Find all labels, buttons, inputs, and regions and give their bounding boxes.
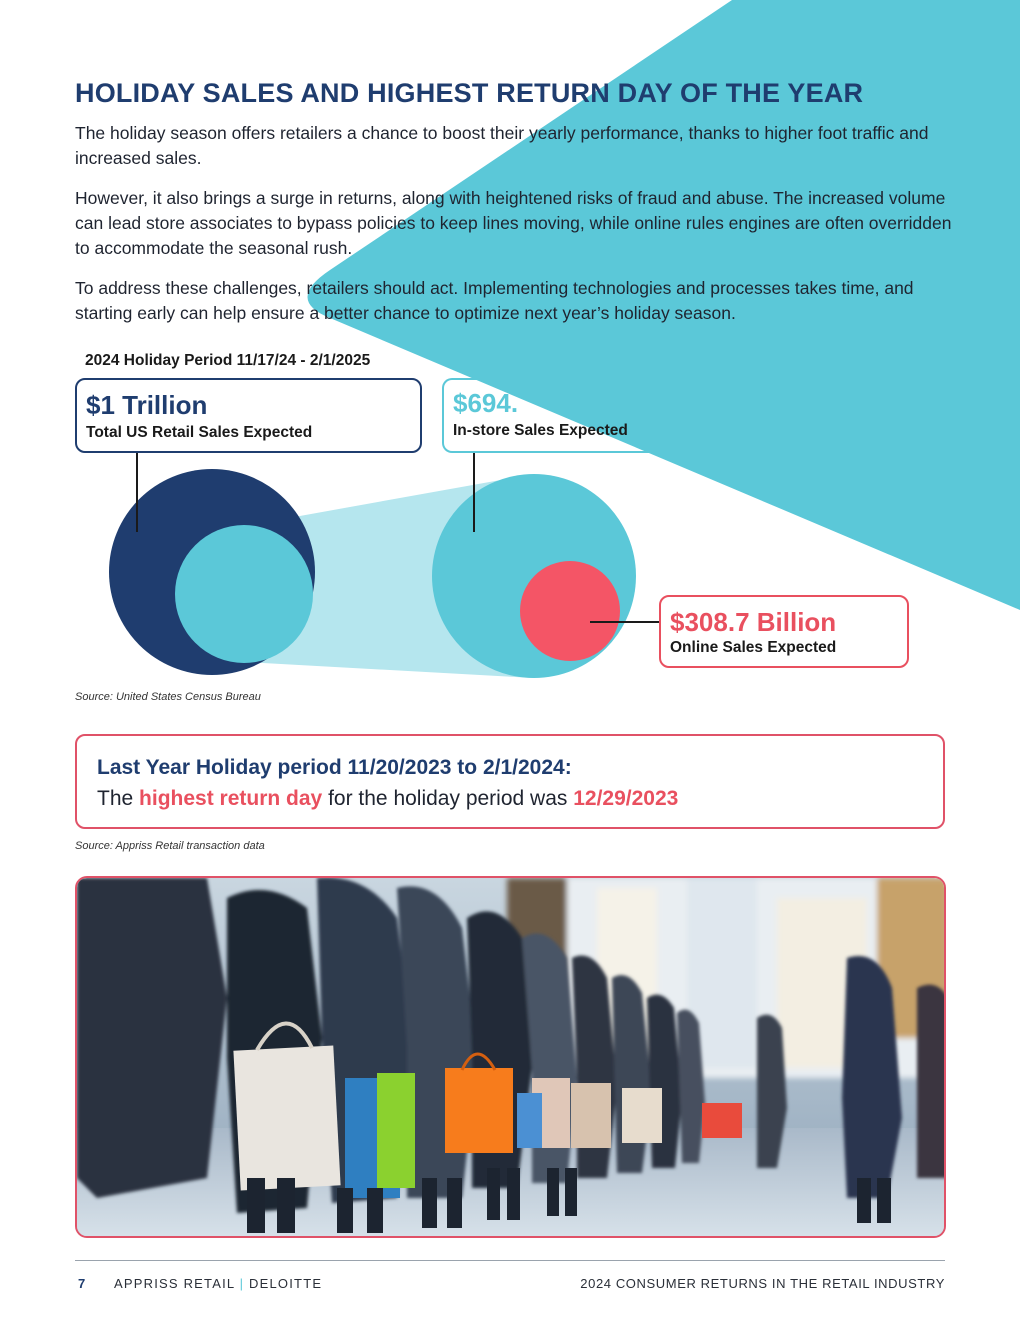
page-title: HOLIDAY SALES AND HIGHEST RETURN DAY OF THE YEAR — [75, 78, 864, 108]
last-year-callout — [75, 734, 945, 829]
online-sales-box — [659, 595, 909, 668]
instore-sales-value: $694. — [453, 388, 519, 418]
shoppers-photo — [75, 876, 946, 1238]
brand-deloitte: DELOITTE — [249, 1276, 323, 1291]
footer-divider — [75, 1260, 945, 1261]
appriss-source: Source: Appriss Retail transaction data — [75, 840, 265, 852]
intro-paragraph-3: To address these challenges, retailers should act. Implementing technologies and processes takes time, and starting early can help ensure a better chance to optimize next year’s holiday season. — [75, 278, 914, 323]
highest-return-date: 12/29/2023 — [573, 787, 679, 810]
census-source: Source: United States Census Bureau — [75, 691, 261, 703]
footer-brand — [114, 1276, 322, 1291]
online-sales-value: $308.7 Billion — [670, 607, 837, 637]
statement-middle: for the holiday period was — [322, 787, 574, 810]
statement-prefix: The — [97, 787, 140, 810]
instore-sales-box — [442, 378, 762, 453]
highest-return-statement — [97, 787, 678, 811]
shoppers-illustration — [77, 878, 946, 1238]
report-title: 2024 CONSUMER RETURNS IN THE RETAIL INDUSTRY — [580, 1276, 945, 1291]
total-sales-value: $1 Trillion — [86, 390, 208, 420]
intro-paragraph-1: The holiday season offers retailers a chance to boost their yearly performance, thanks to higher foot traffic and increased sales. — [75, 123, 929, 168]
online-sales-circle — [520, 561, 620, 661]
intro-paragraph-2: However, it also brings a surge in returns, along with heightened risks of fraud and abuse. The increased volume can lead store associates to bypass policies to keep lines moving, while online rules engines are often overridden to accommodate the seasonal rush. — [75, 188, 952, 258]
total-sales-label: Total US Retail Sales Expected — [86, 424, 313, 441]
total-inner-circle — [175, 525, 313, 663]
last-year-title: Last Year Holiday period 11/20/2023 to 2/1/2024: — [97, 756, 572, 779]
page-number: 7 — [78, 1276, 87, 1291]
online-sales-label: Online Sales Expected — [670, 639, 837, 656]
brand-appriss: APPRISS RETAIL — [114, 1276, 235, 1291]
total-sales-box — [75, 378, 422, 453]
brand-separator: | — [239, 1276, 245, 1291]
holiday-period-label: 2024 Holiday Period 11/17/24 - 2/1/2025 — [85, 352, 371, 369]
highest-return-highlight: highest return day — [139, 787, 323, 810]
instore-sales-label: In-store Sales Expected — [453, 422, 628, 439]
